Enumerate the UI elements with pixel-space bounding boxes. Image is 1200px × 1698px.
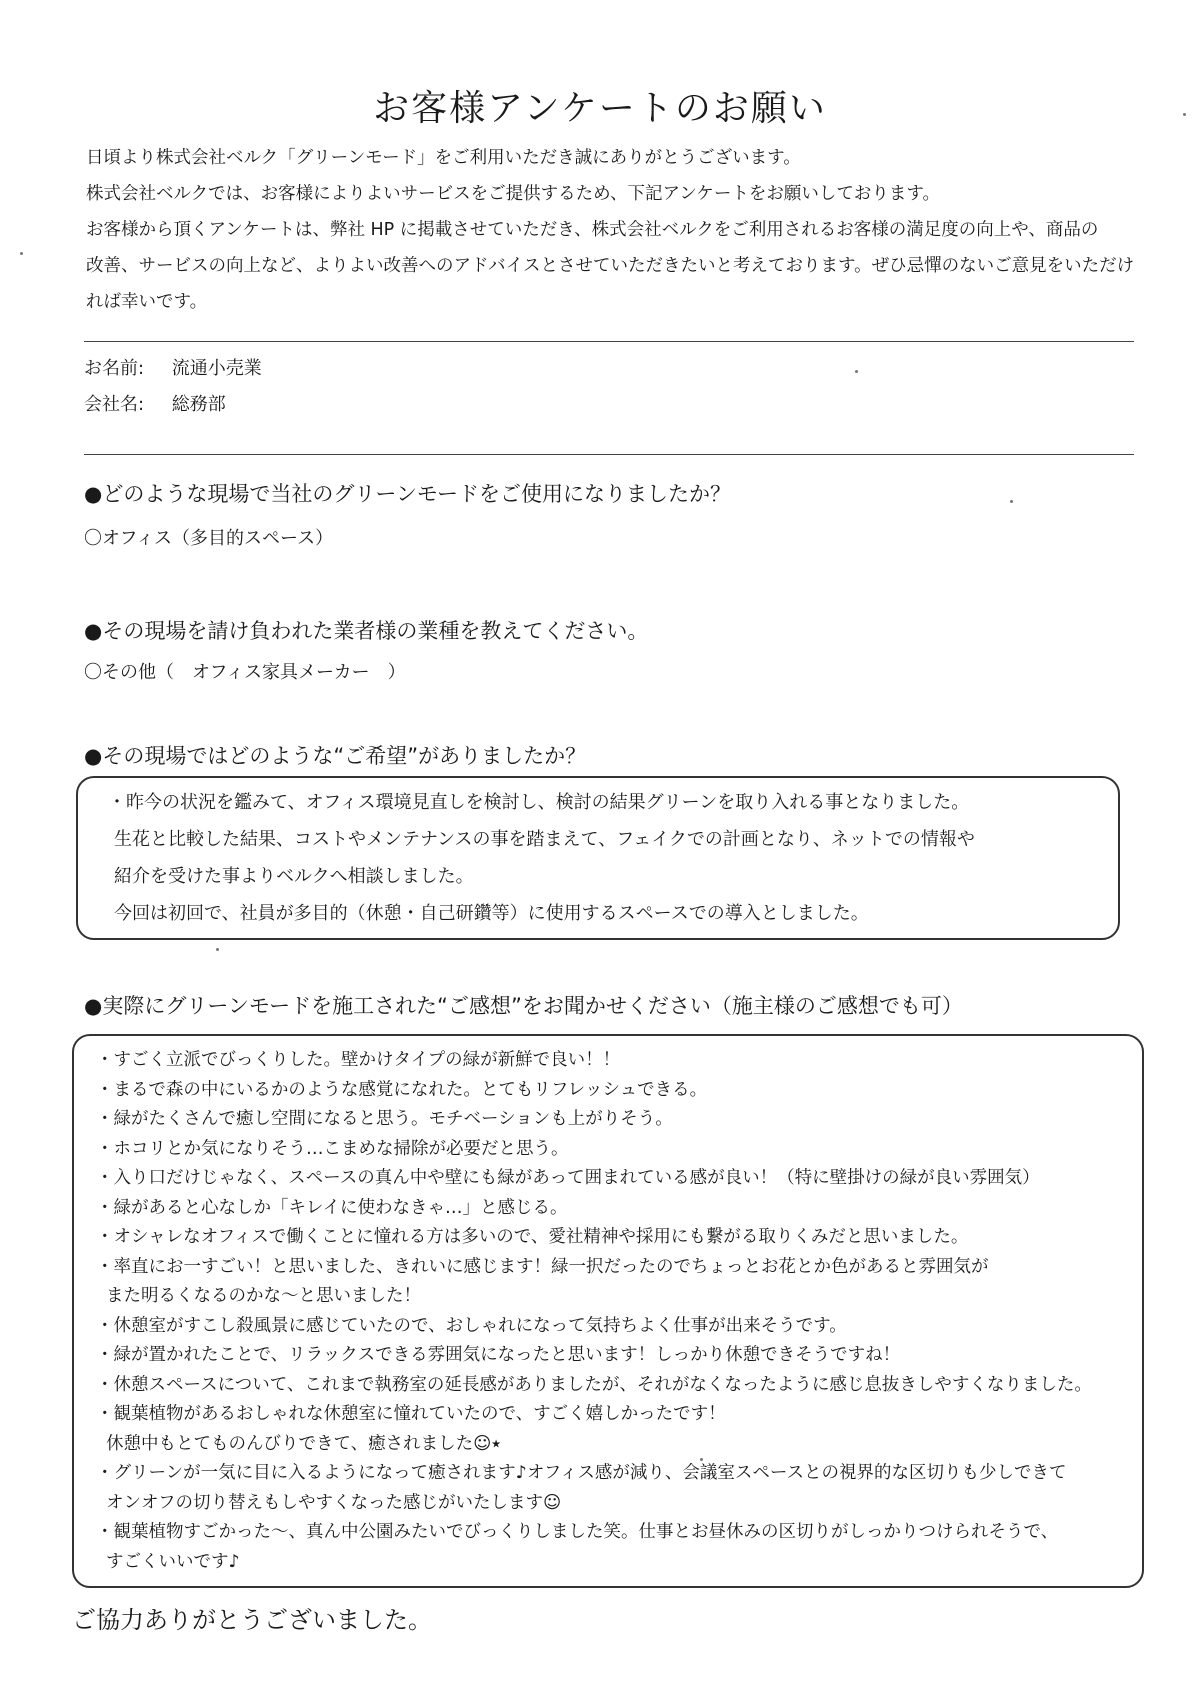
- list-item: ・緑がたくさんで癒し空間になると思う。モチベーションも上がりそう。: [96, 1109, 673, 1129]
- hope-answer-box: [76, 776, 1120, 940]
- list-item: ・緑があると心なしか「キレイに使わなきゃ…」と感じる。: [96, 1197, 568, 1218]
- list-item: 休憩中もとてものんびりできて、癒されました☺⭑: [106, 1433, 501, 1454]
- question-impression: ●実際にグリーンモードを施工された“ご感想”をお聞かせください（施主様のご感想でも可）: [84, 994, 963, 1018]
- page-title: お客様アンケートのお願い: [373, 88, 827, 129]
- intro-line: れば幸いです。: [86, 292, 208, 312]
- intro-line: 株式会社ベルクでは、お客様によりよいサービスをご提供するため、下記アンケートをお願いしております。: [86, 184, 940, 204]
- list-item: ・入り口だけじゃなく、スペースの真ん中や壁にも緑があって囲まれている感が良い！（特に壁掛けの緑が良い雰囲気）: [96, 1168, 1040, 1188]
- list-item: ・ホコリとか気になりそう…こまめな掃除が必要だと思う。: [96, 1138, 569, 1159]
- hope-line: 今回は初回で、社員が多目的（休憩・自己研鑽等）に使用するスペースでの導入としました。: [114, 903, 869, 924]
- scan-speck: [1183, 113, 1186, 116]
- intro-line: 日頃より株式会社ベルク「グリーンモード」をご利用いただき誠にありがとうございます。: [86, 148, 801, 168]
- list-item: ・率直にお一すごい！と思いました、きれいに感じます！緑一択だったのでちょっとお花とか色があると雰囲気が: [96, 1256, 989, 1277]
- impression-list: [96, 1046, 1142, 1577]
- company-value: 総務部: [171, 394, 226, 415]
- name-label: お名前:: [84, 358, 145, 379]
- scan-speck: [20, 252, 23, 255]
- impression-answer-box: [72, 1034, 1144, 1588]
- divider: [84, 454, 1134, 455]
- list-item: ・休憩室がすこし殺風景に感じていたので、おしゃれになって気持ちよく仕事が出来そうです。: [96, 1315, 847, 1336]
- answer-contractor: 〇その他（ オフィス家具メーカー ）: [84, 662, 406, 683]
- scan-speck: [216, 948, 219, 951]
- list-item: ・観葉植物すごかった～、真ん中公園みたいでびっくりしました笑。仕事とお昼休みの区切りがしっかりつけられそうで、: [96, 1522, 1059, 1542]
- company-row: [84, 390, 226, 416]
- list-item: ・オシャレなオフィスで働くことに憧れる方は多いので、愛社精神や採用にも繋がる取りくみだと思いました。: [96, 1227, 969, 1247]
- company-label: 会社名:: [84, 394, 145, 415]
- intro-line: お客様から頂くアンケートは、弊社 HP に掲載させていただき、株式会社ベルクをご利用されるお客様の満足度の向上や、商品の: [86, 220, 1099, 240]
- list-item: ・緑が置かれたことで、リラックスできる雰囲気になったと思います！しっかり休憩できそうですね！: [96, 1345, 901, 1365]
- hope-line: 紹介を受けた事よりベルクへ相談しました。: [114, 866, 474, 887]
- scan-speck: [700, 1458, 703, 1461]
- hope-line: ・昨今の状況を鑑みて、オフィス環境見直しを検討し、検討の結果グリーンを取り入れる事となりました。: [108, 792, 970, 813]
- intro-line: 改善、サービスの向上など、よりよい改善へのアドバイスとさせていただきたいと考えております。ぜひ忌憚のないご意見をいただけ: [86, 256, 1135, 276]
- list-item: ・休憩スペースについて、これまで執務室の延長感がありましたが、それがなくなったように感じ息抜きしやすくなりました。: [96, 1374, 1092, 1395]
- list-item: ・グリーンが一気に目に入るようになって癒されます♪オフィス感が減り、会議室スペースとの視界的な区切りも少しできて: [96, 1463, 1067, 1483]
- intro-text: [86, 140, 1146, 320]
- list-item: オンオフの切り替えもしやすくなった感じがいたします☺: [106, 1492, 562, 1513]
- scan-speck: [1010, 500, 1013, 503]
- name-row: [84, 354, 262, 380]
- divider: [84, 341, 1134, 342]
- scan-speck: [855, 370, 858, 373]
- question-hope: ●その現場ではどのような“ご希望”がありましたか？: [84, 744, 587, 768]
- list-item: ・観葉植物があるおしゃれな休憩室に憧れていたので、すごく嬉しかったです！: [96, 1404, 726, 1424]
- answer-site: 〇オフィス（多目的スペース）: [84, 528, 334, 549]
- list-item: また明るくなるのかな～と思いました！: [106, 1286, 421, 1306]
- question-contractor: ●その現場を請け負われた業者様の業種を教えてください。: [84, 619, 649, 643]
- hope-line: 生花と比較した結果、コストやメンテナンスの事を踏まえて、フェイクでの計画となり、ネットでの情報や: [114, 829, 975, 850]
- list-item: すごくいいです♪: [106, 1551, 240, 1572]
- thanks-text: ご協力ありがとうございました。: [72, 1606, 432, 1634]
- question-site: ●どのような現場で当社のグリーンモードをご使用になりましたか？: [84, 482, 732, 506]
- list-item: ・すごく立派でびっくりした。壁かけタイプの緑が新鮮で良い！！: [96, 1050, 621, 1070]
- list-item: ・まるで森の中にいるかのような感覚になれた。とてもリフレッシュできる。: [96, 1079, 708, 1100]
- name-value: 流通小売業: [171, 358, 262, 379]
